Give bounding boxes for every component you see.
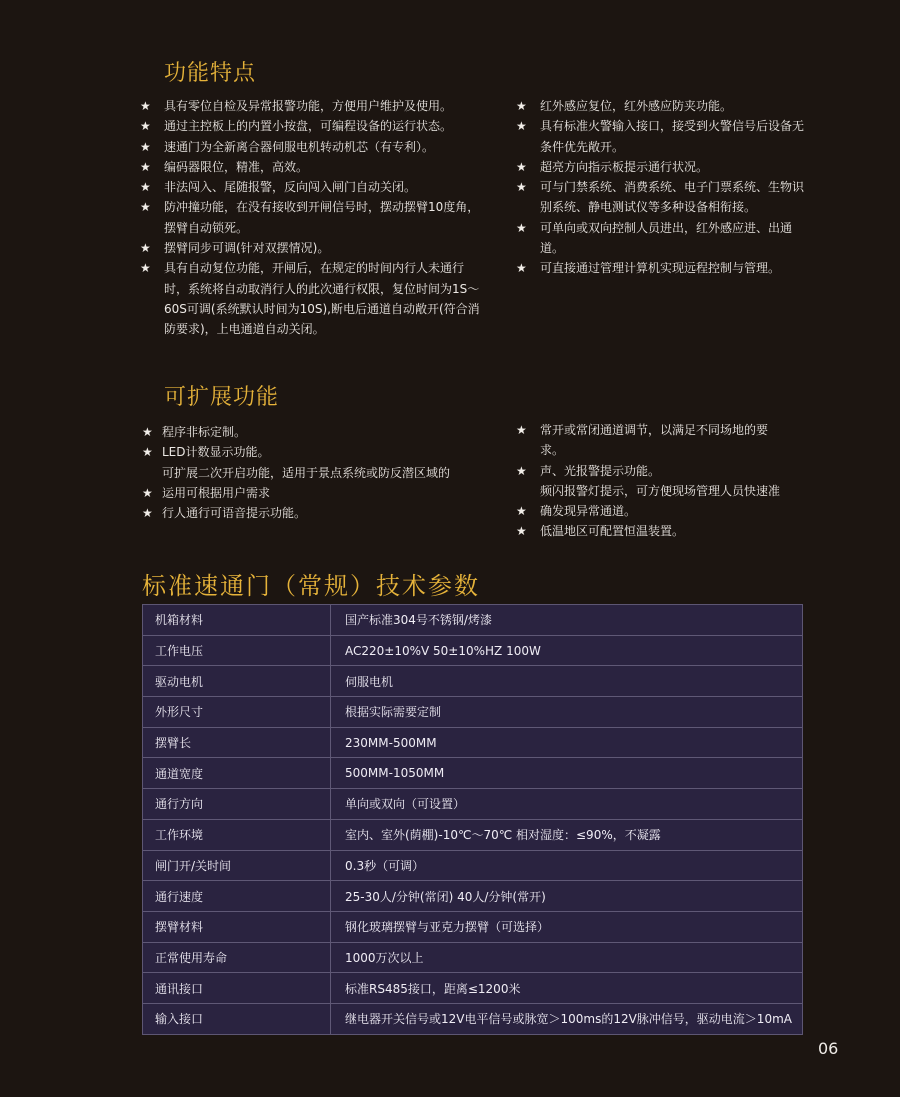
extension-text: 常开或常闭通道调节，以满足不同场地的要: [540, 423, 769, 437]
extension-item: [516, 461, 808, 481]
spec-key: 工作电压: [143, 635, 331, 666]
table-row: [143, 819, 802, 850]
feature-text: 可直接通过管理计算机实现远程控制与管理。: [540, 261, 781, 276]
spec-key: 工作环境: [143, 819, 331, 850]
table-row: [143, 635, 802, 666]
extension-text: 行人通行可语音提示功能。: [162, 506, 307, 521]
table-row: [143, 789, 802, 820]
specs-title: 标准速通门（常规）技术参数: [142, 572, 480, 600]
extension-text: 声、光报警提示功能。: [540, 463, 661, 478]
spec-value: 伺服电机: [331, 666, 803, 697]
feature-text: 超亮方向指示板提示通行状况。: [540, 159, 709, 174]
star-icon: ★: [516, 220, 527, 235]
extension-text: 可扩展二次开启功能，适用于景点系统或防反潜区域的: [162, 465, 451, 480]
extension-item: [516, 521, 808, 541]
extensions-right-list: [516, 420, 808, 542]
star-icon: ★: [140, 159, 151, 174]
spec-key: 通行方向: [143, 789, 331, 820]
extension-text: 低温地区可配置恒温装置。: [540, 524, 685, 539]
features-left-list: [140, 96, 480, 340]
spec-key: 摆臂长: [143, 727, 331, 758]
feature-item: [140, 116, 480, 136]
extension-item: [142, 463, 492, 483]
table-row: [143, 942, 802, 973]
extensions-title: 可扩展功能: [164, 385, 280, 410]
spec-value: 继电器开关信号或12V电平信号或脉宽＞100ms的12V脉冲信号，驱动电流＞10mA: [345, 1012, 792, 1027]
star-icon: ★: [142, 425, 153, 439]
star-icon: ★: [142, 445, 153, 460]
feature-text: 红外感应复位，红外感应防夹功能。: [540, 99, 733, 113]
spec-key: 输入接口: [143, 1003, 331, 1033]
spec-key: 通道宽度: [143, 758, 331, 789]
specs-table: [142, 604, 803, 1035]
extension-item: [142, 442, 492, 462]
spec-value: 室内、室外(荫棚)-10℃～70℃ 相对湿度：≤90%，不凝露: [331, 819, 803, 850]
extension-text: 求。: [540, 443, 565, 458]
spec-value: 根据实际需要定制: [331, 697, 803, 728]
features-right-list: [516, 96, 808, 279]
feature-text: 防冲撞功能，在没有接收到开闸信号时，摆动摆臂10度角，摆臂自动锁死。: [164, 200, 480, 235]
features-title: 功能特点: [164, 61, 257, 86]
spec-key: 通讯接口: [143, 973, 331, 1004]
feature-item: [140, 177, 480, 197]
spec-key: 通行速度: [143, 881, 331, 912]
table-row: [143, 758, 802, 789]
star-icon: ★: [140, 261, 151, 276]
feature-text: 编码器限位，精准，高效。: [164, 159, 309, 174]
extension-item: [516, 481, 808, 501]
spec-value: 230MM-500MM: [331, 727, 803, 758]
extension-item: [516, 440, 808, 460]
table-row: [143, 605, 802, 635]
feature-text: 非法闯入、尾随报警，反向闯入闸门自动关闭。: [164, 180, 417, 195]
table-row: [143, 973, 802, 1004]
table-row: [143, 1003, 802, 1033]
feature-item: [516, 157, 808, 177]
extension-item: [516, 420, 808, 440]
feature-item: [516, 177, 808, 218]
spec-key: 外形尺寸: [143, 697, 331, 728]
feature-item: [516, 96, 808, 116]
spec-key: 摆臂材料: [143, 911, 331, 942]
table-row: [143, 727, 802, 758]
feature-item: [516, 258, 808, 278]
feature-text: 摆臂同步可调(针对双摆情况)。: [164, 241, 330, 256]
star-icon: ★: [142, 485, 153, 500]
spec-key: 驱动电机: [143, 666, 331, 697]
spec-value: 单向或双向（可设置）: [331, 789, 803, 820]
star-icon: ★: [516, 463, 527, 478]
feature-item: [140, 137, 480, 157]
feature-text: 通过主控板上的内置小按盘，可编程设备的运行状态。: [164, 119, 453, 134]
extension-item: [142, 422, 492, 442]
feature-item: [140, 258, 480, 339]
extension-text: 程序非标定制。: [162, 425, 247, 439]
spec-value: 500MM-1050MM: [331, 758, 803, 789]
spec-value: 国产标准304号不锈钢/烤漆: [331, 605, 803, 635]
extension-item: [516, 501, 808, 521]
star-icon: ★: [140, 200, 151, 215]
feature-text: 可与门禁系统、消费系统、电子门票系统、生物识别系统、静电测试仪等多种设备相衔接。: [540, 180, 805, 215]
spec-value: 25-30人/分钟(常闭) 40人/分钟(常开): [331, 881, 803, 912]
table-row: [143, 697, 802, 728]
star-icon: ★: [516, 119, 527, 134]
spec-value: AC220±10%V 50±10%HZ 100W: [331, 635, 803, 666]
star-icon: ★: [516, 524, 527, 539]
spec-value: 1000万次以上: [331, 942, 803, 973]
star-icon: ★: [140, 241, 151, 256]
star-icon: ★: [142, 506, 153, 521]
feature-text: 速通门为全新离合器伺服电机转动机芯（有专利）。: [164, 139, 435, 154]
page-number: 06: [818, 1039, 839, 1058]
spec-key: 机箱材料: [143, 605, 331, 635]
star-icon: ★: [140, 139, 151, 154]
extension-text: 确发现异常通道。: [540, 504, 637, 519]
extensions-left-list: [142, 422, 492, 523]
feature-item: [516, 218, 808, 259]
spec-value: 0.3秒（可调）: [331, 850, 803, 881]
spec-key: 闸门开/关时间: [143, 850, 331, 881]
spec-key: 正常使用寿命: [143, 942, 331, 973]
feature-item: [140, 238, 480, 258]
star-icon: ★: [140, 119, 151, 134]
feature-item: [140, 157, 480, 177]
feature-item: [140, 197, 480, 238]
table-row: [143, 911, 802, 942]
extension-text: 运用可根据用户需求: [162, 485, 271, 500]
table-row: [143, 850, 802, 881]
star-icon: ★: [140, 99, 151, 113]
feature-text: 可单向或双向控制人员进出，红外感应进、出通道。: [540, 220, 793, 256]
spec-value: 钢化玻璃摆臂与亚克力摆臂（可选择）: [331, 911, 803, 942]
extension-item: [142, 503, 492, 523]
feature-text: 具有标准火警输入接口，接受到火警信号后设备无条件优先敞开。: [540, 119, 805, 154]
extension-text: 频闪报警灯提示，可方便现场管理人员快速准: [540, 483, 781, 498]
spec-value: 标准RS485接口，距离≤1200米: [331, 973, 803, 1004]
feature-text: 具有自动复位功能，开闸后，在规定的时间内行人未通行时，系统将自动取消行人的此次通行权限，复位时间为1S～60S可调(系统默认时间为10S),断电后通道自动敞开(符合消防要求)，上电通道自动关闭。: [164, 261, 480, 337]
star-icon: ★: [140, 180, 151, 195]
feature-text: 具有零位自检及异常报警功能，方便用户维护及使用。: [164, 99, 453, 113]
star-icon: ★: [516, 180, 527, 195]
table-row: [143, 881, 802, 912]
star-icon: ★: [516, 504, 527, 519]
extension-text: LED计数显示功能。: [162, 445, 270, 460]
star-icon: ★: [516, 159, 527, 174]
feature-item: [516, 116, 808, 157]
extension-item: [142, 483, 492, 503]
feature-item: [140, 96, 480, 116]
star-icon: ★: [516, 99, 527, 113]
table-row: [143, 666, 802, 697]
star-icon: ★: [516, 423, 527, 437]
star-icon: ★: [516, 261, 527, 276]
